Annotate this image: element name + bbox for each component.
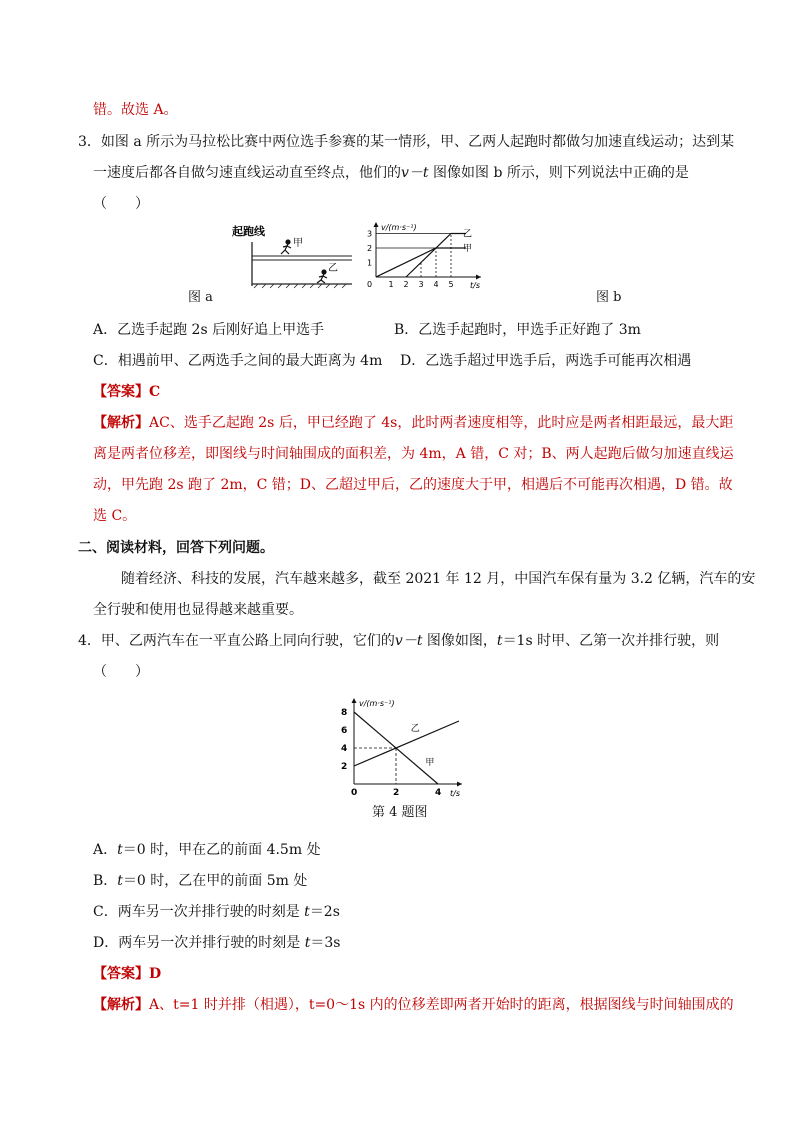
q3-option-b: B．乙选手起跑时，甲选手正好跑了 3m: [394, 322, 641, 338]
q3-option-c: C．相遇前甲、乙两选手之间的最大距离为 4m: [93, 353, 383, 369]
fig-b-x-tick-label: 5: [448, 280, 454, 289]
q3-text-line1: 如图 a 所示为马拉松比赛中两位选手参赛的某一情形，甲、乙两人起跑时都做匀加速直线运动；达到某: [100, 134, 735, 150]
section2-heading: 二、阅读材料，回答下列问题。: [78, 540, 274, 556]
q4-number: 4．: [78, 633, 101, 649]
runner-yi-icon: [317, 270, 327, 283]
q4-text-c: ＝1s 时甲、乙第一次并排行驶，则: [502, 633, 720, 649]
q4-option-d-prefix: D．两车另一次并排行驶的时刻是: [93, 935, 305, 951]
q3-text-line2b: 图像如图 b 所示，则下列说法中正确的是: [428, 165, 689, 181]
q3-option-d: D．乙选手超过甲选手后，两选手可能再次相遇: [400, 353, 692, 369]
q4-option-c-text: ＝2s: [309, 904, 340, 920]
fig-q4-x-tick-label: 2: [393, 788, 400, 798]
fig-q4-x-tick-label: 4: [435, 788, 442, 798]
q3-explanation-label: 【解析】: [93, 415, 149, 431]
q3-line1: [78, 132, 734, 152]
fig-b-x-tick-label: 3: [418, 280, 424, 289]
fig-q4-v-axis-label: v/(m·s⁻¹): [359, 699, 395, 708]
q4-explanation-text1: A、t=1 时并排（相遇），t=0～1s 内的位移差即两者开始时的距离，根据图线与时间轴围成的: [149, 997, 734, 1013]
q3-answer-paren: （ ）: [93, 196, 149, 212]
q3-explanation-line4: 选 C。: [93, 508, 137, 524]
q4-option-c-t: t: [304, 904, 310, 920]
q4-option-d: [93, 933, 340, 953]
fig-q4-x-tick-label: 0: [351, 788, 358, 798]
q4-option-a-prefix: A．: [93, 842, 118, 858]
q4-text-b: 图像如图，: [422, 633, 497, 649]
section2-paragraph-line1: 随着经济、科技的发展，汽车越来越多，截至 2021 年 12 月，中国汽车保有量为 3.2 亿辆，汽车的安: [121, 571, 756, 587]
q4-t: t: [496, 633, 503, 649]
figure-a: [228, 220, 360, 292]
q4-option-b-text: ＝0 时，乙在甲的前面 5m 处: [122, 873, 308, 889]
q3-vt: v－t: [401, 165, 429, 181]
fig-q4-t-axis-label: t/s: [450, 789, 460, 798]
q4-option-b-prefix: B．: [93, 873, 118, 889]
q4-option-b-t: t: [117, 873, 123, 889]
q4-option-d-text: ＝3s: [310, 935, 341, 951]
fig-q4-y-tick-label: 4: [341, 744, 348, 754]
q3-number: 3．: [78, 134, 101, 150]
q3-explanation-text1: AC、选手乙起跑 2s 后，甲已经跑了 4s，此时两者速度相等，此时应是两者相距最远，最大距: [149, 415, 734, 431]
q4-option-a: [93, 840, 321, 860]
fig-b-v-axis-label: v/(m·s⁻¹): [381, 223, 417, 232]
fig-a-caption: 图 a: [188, 290, 213, 305]
q4-text-a: 甲、乙两汽车在一平直公路上同向行驶，它们的: [100, 633, 395, 649]
q3-explanation-line2: 离是两者位移差，即图线与时间轴围成的面积差，为 4m，A 错，C 对；B、两人起跑后做匀加速直线运: [93, 446, 734, 462]
fig-b-caption: 图 b: [596, 290, 622, 305]
q3-explanation-line1: [93, 413, 733, 433]
q4-explanation-line1: [93, 995, 734, 1015]
fig-q4-series-yi: [354, 721, 459, 769]
fig-q4-y-arrow-icon: [352, 698, 357, 703]
q3-text-line2a: 一速度后都各自做匀速直线运动直至终点，他们的: [93, 165, 401, 181]
q3-line2: [93, 163, 689, 183]
fig-a-jia-label: 甲: [293, 238, 303, 249]
q4-explanation-label: 【解析】: [93, 997, 149, 1013]
figure-b-chart: [366, 216, 492, 292]
q4-vt: v－t: [394, 633, 423, 649]
q3-option-a: A．乙选手起跑 2s 后刚好追上甲选手: [93, 322, 325, 338]
q4-answer-paren: （ ）: [93, 664, 149, 680]
fig-q4-y-tick-label: 8: [341, 708, 348, 718]
fig-b-x-arrow-icon: [476, 275, 481, 280]
fig-b-t-axis-label: t/s: [470, 281, 480, 290]
figure-q4-chart: [336, 692, 472, 800]
fig-b-origin: 0: [367, 280, 373, 289]
fig-a-yi-label: 乙: [328, 263, 338, 274]
fig-a-start-line-label: 起跑线: [232, 225, 265, 238]
q4-option-d-t: t: [304, 935, 311, 951]
q3-explanation-line3: 动，甲先跑 2s 跑了 2m，C 错；D、乙超过甲后，乙的速度大于甲，相遇后不可能再次相遇，D 错。故: [93, 477, 733, 493]
fig-b-y-tick-label: 3: [367, 229, 373, 239]
fig-b-y-tick-label: 1: [367, 258, 373, 268]
fig-q4-jia-label: 甲: [425, 758, 435, 769]
fig-q4-y-tick-label: 6: [341, 726, 348, 736]
prev-answer-tail: 错。故选 A。: [93, 102, 178, 118]
q4-option-c-prefix: C．两车另一次并排行驶的时刻是: [93, 904, 305, 920]
section2-paragraph-line2: 全行驶和使用也显得越来越重要。: [93, 602, 303, 618]
fig-q4-x-arrow-icon: [457, 782, 462, 787]
fig-q4-y-tick-label: 2: [341, 762, 348, 772]
q4-option-a-text: ＝0 时，甲在乙的前面 4.5m 处: [122, 842, 321, 858]
q4-answer: 【答案】D: [93, 966, 162, 982]
fig-b-x-tick-label: 1: [388, 280, 394, 289]
fig-b-x-tick-label: 2: [403, 280, 409, 289]
fig-b-x-tick-label: 4: [433, 280, 439, 289]
runner-jia-icon: [281, 240, 291, 254]
q4-option-a-t: t: [117, 842, 123, 858]
fig-q4-yi-label: 乙: [410, 723, 420, 734]
fig-b-y-tick-label: 2: [367, 244, 373, 253]
fig-b-jia-label: 甲: [463, 244, 473, 254]
q4-option-b: [93, 871, 307, 891]
q3-answer: 【答案】C: [93, 384, 161, 400]
fig-q4-caption: 第 4 题图: [372, 805, 428, 820]
q4-option-c: [93, 902, 340, 922]
fig-b-yi-label: 乙: [463, 229, 473, 240]
q4-line1: [78, 631, 719, 651]
fig-b-y-arrow-icon: [374, 222, 379, 227]
